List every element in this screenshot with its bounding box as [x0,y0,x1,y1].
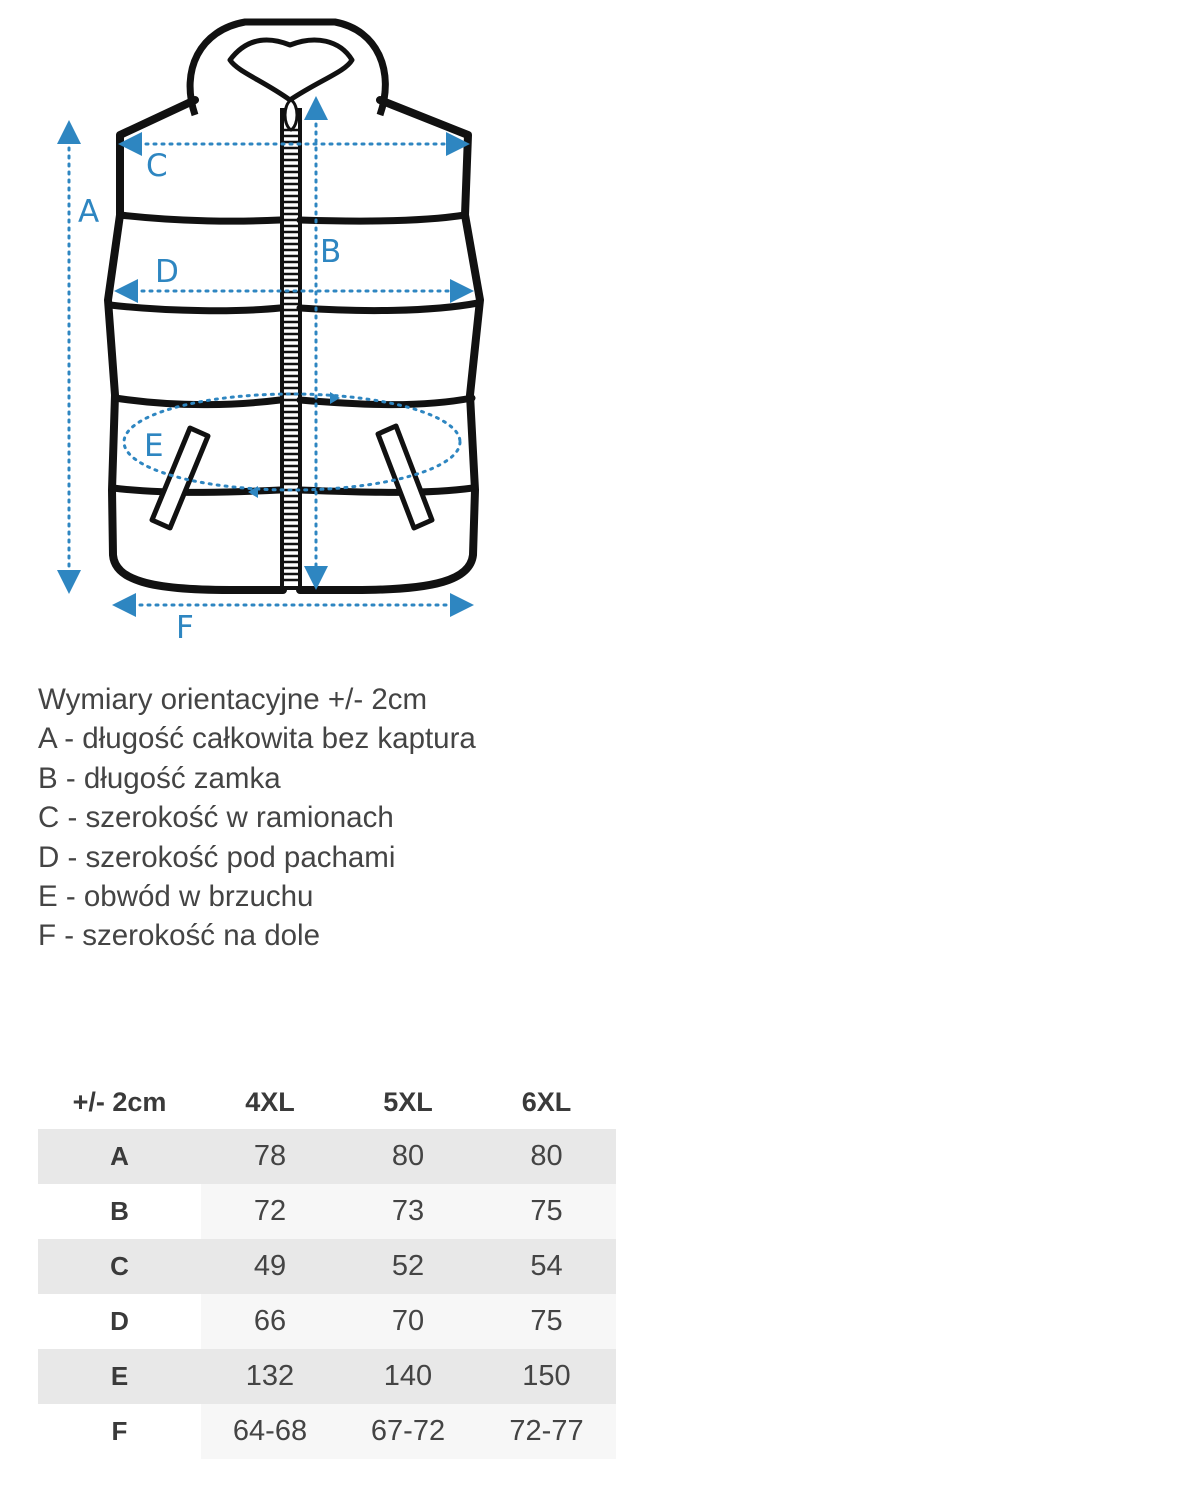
row-label: F [38,1404,201,1459]
measurement-notes [38,680,476,956]
note-f: F - szerokość na dole [38,919,321,953]
label-a: A [78,194,100,230]
note-tolerance: Wymiary orientacyjne +/- 2cm [38,683,428,716]
table-header-row [38,1075,616,1129]
row-label: E [38,1349,201,1404]
row-label: A [38,1129,201,1184]
cell-4xl: 66 [201,1294,339,1349]
note-e: E - obwód w brzuchu [38,880,314,914]
table-row [38,1129,616,1184]
table-row [38,1404,616,1459]
cell-6xl: 75 [477,1184,616,1239]
measurement-lines [69,108,462,605]
cell-6xl: 150 [477,1349,616,1404]
row-label: D [38,1294,201,1349]
cell-5xl: 70 [339,1294,477,1349]
zipper [282,100,300,588]
row-label: C [38,1239,201,1294]
cell-4xl: 64-68 [201,1404,339,1459]
note-c: C - szerokość w ramionach [38,801,394,835]
table-row [38,1184,616,1239]
cell-5xl: 67-72 [339,1404,477,1459]
note-b: B - długość zamka [38,761,281,795]
label-d: D [155,254,179,290]
cell-5xl: 73 [339,1184,477,1239]
cell-4xl: 72 [201,1184,339,1239]
header-tolerance: +/- 2cm [72,1086,167,1117]
table-row [38,1239,616,1294]
size-table [38,1075,616,1459]
cell-6xl: 72-77 [477,1404,616,1459]
cell-4xl: 132 [201,1349,339,1404]
label-e: E [144,428,164,464]
cell-4xl: 78 [201,1129,339,1184]
header-4xl: 4XL [245,1086,295,1117]
cell-5xl: 80 [339,1129,477,1184]
header-6xl: 6XL [521,1086,572,1117]
row-label: B [38,1184,201,1239]
cell-5xl: 140 [339,1349,477,1404]
label-f: F [176,610,194,646]
cell-4xl: 49 [201,1239,339,1294]
vest-measurement-diagram [0,0,620,660]
label-b: B [320,234,342,270]
table-row [38,1349,616,1404]
note-d: D - szerokość pod pachami [38,840,396,874]
label-c: C [146,148,168,184]
header-5xl: 5XL [383,1086,433,1117]
cell-6xl: 75 [477,1294,616,1349]
table-row [38,1294,616,1349]
cell-6xl: 80 [477,1129,616,1184]
note-a: A - długość całkowita bez kaptura [38,722,476,756]
cell-5xl: 52 [339,1239,477,1294]
cell-6xl: 54 [477,1239,616,1294]
